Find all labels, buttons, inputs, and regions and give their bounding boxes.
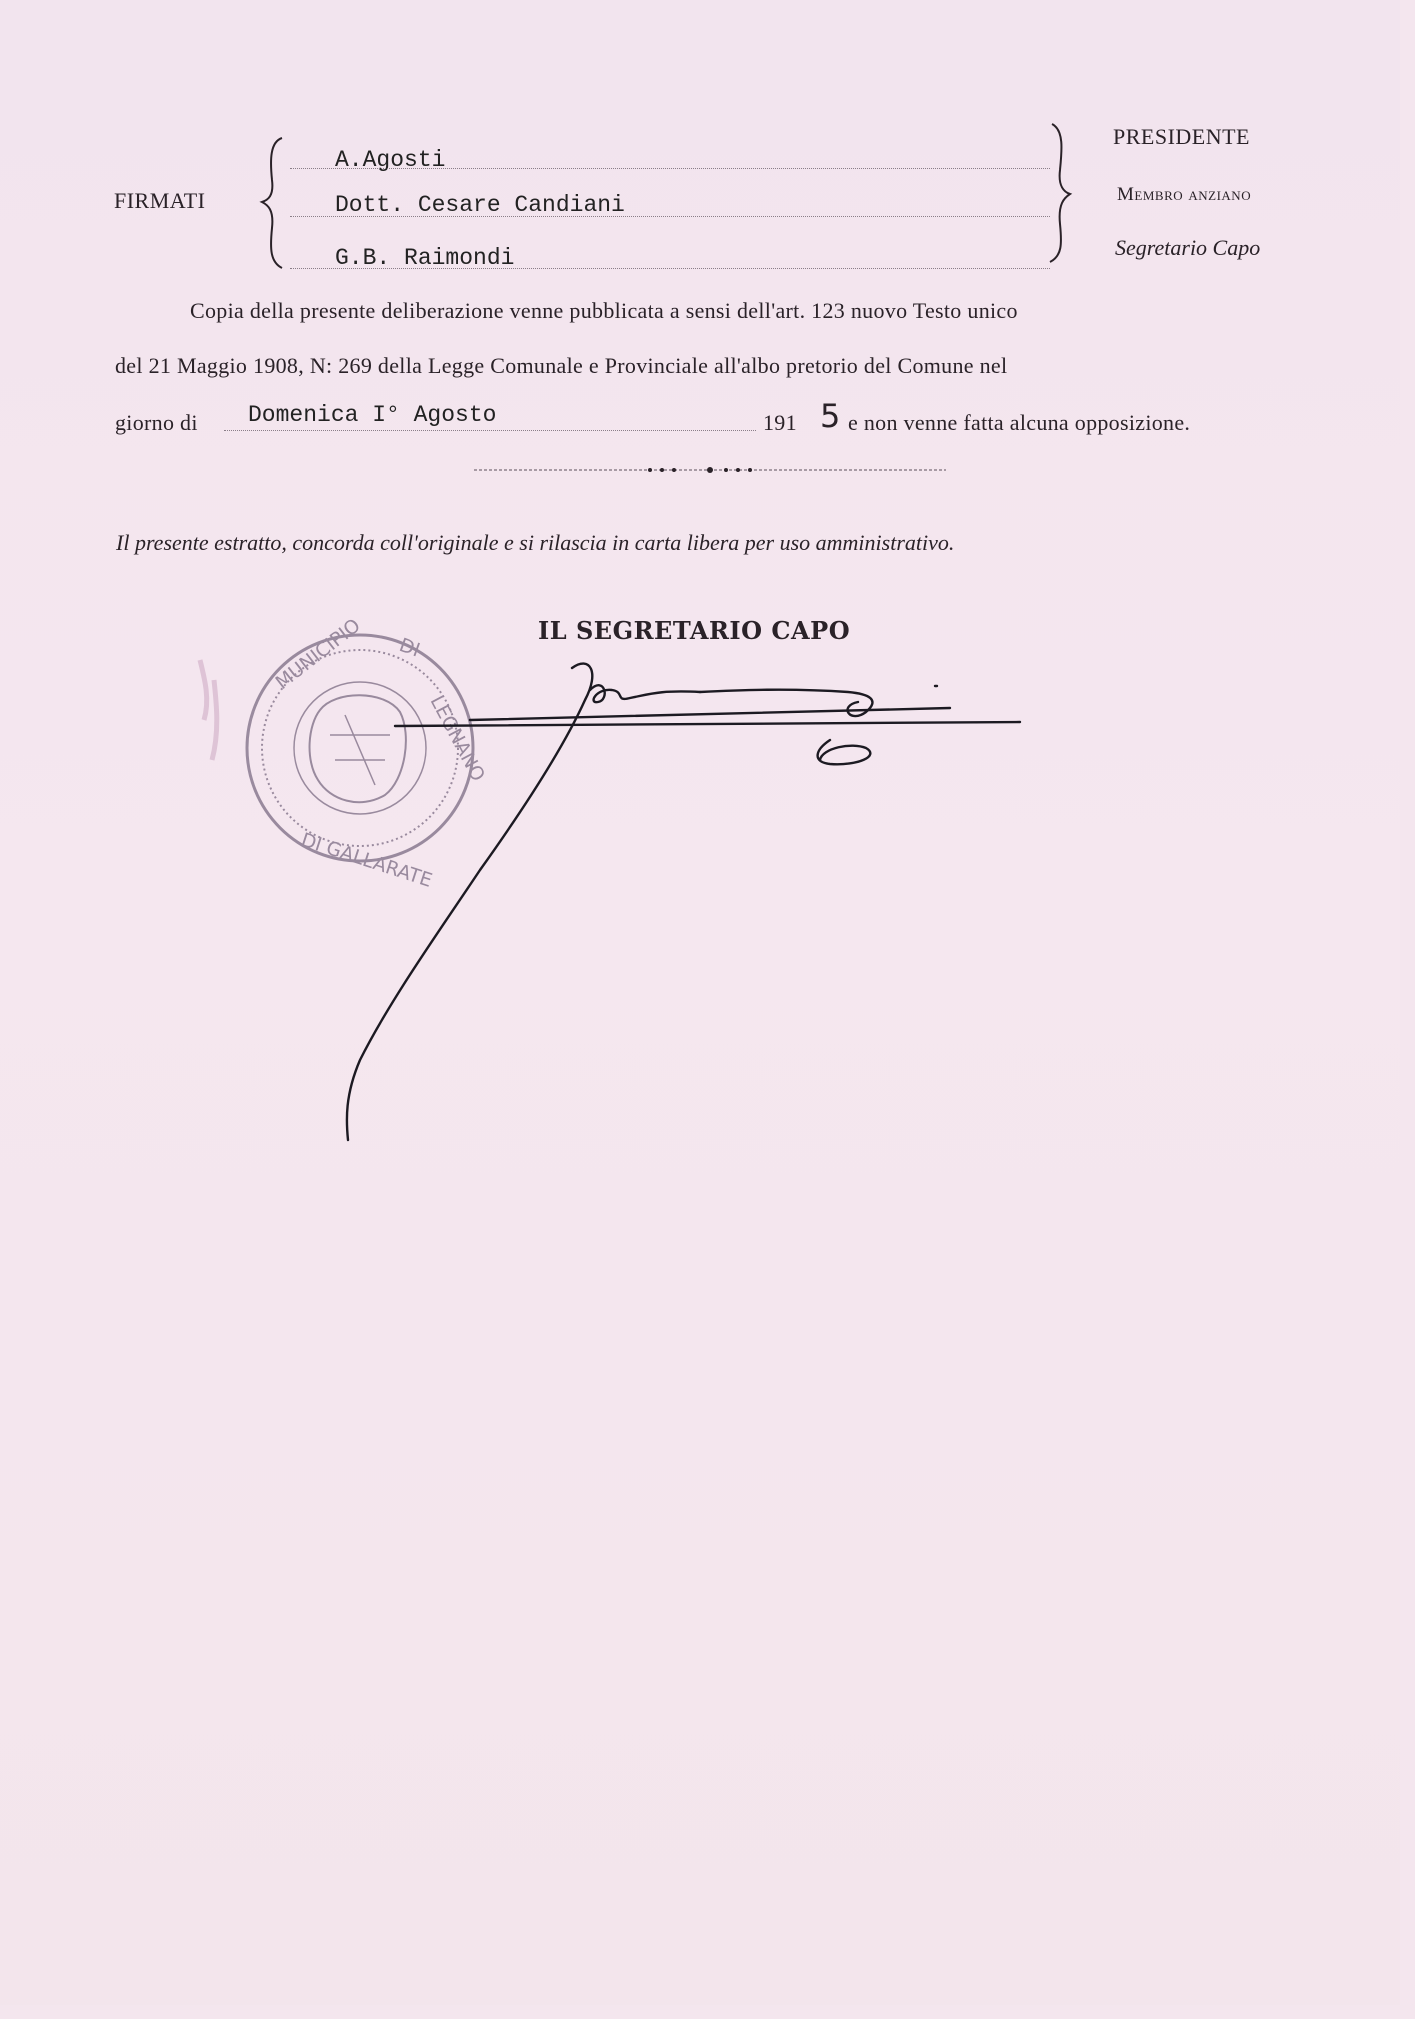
svg-text:DI: DI <box>396 634 423 662</box>
publication-line-1: Copia della presente deliberazione venne pubblicata a sensi dell'art. 123 nuovo Testo unico <box>190 298 1018 323</box>
role-chief-secretary: Segretario Capo <box>1115 235 1261 260</box>
signatory-name-3: G.B. Raimondi <box>335 245 515 271</box>
publication-day-label: giorno di <box>115 410 198 435</box>
right-brace-icon <box>1050 124 1070 262</box>
svg-text:LEGNANO: LEGNANO <box>425 692 490 786</box>
publication-date: Domenica I° Agosto <box>248 402 497 428</box>
role-president: PRESIDENTE <box>1113 124 1250 149</box>
publication-line-3-end: e non venne fatta alcuna opposizione. <box>848 410 1191 435</box>
publication-year-prefix: 191 <box>763 410 797 435</box>
certification-note: Il presente estratto, concorda coll'originale e si rilascia in carta libera per uso amministrativo. <box>116 530 955 555</box>
signatory-name-1: A.Agosti <box>335 147 446 173</box>
role-senior-member: Membro anziano <box>1117 184 1252 205</box>
secretary-title: IL SEGRETARIO CAPO <box>538 616 851 645</box>
svg-text:DI GALLARATE: DI GALLARATE <box>298 828 435 892</box>
left-brace-icon <box>262 138 282 268</box>
municipal-stamp-icon <box>247 614 489 891</box>
ink-smudge-icon <box>200 660 217 760</box>
publication-line-2: del 21 Maggio 1908, N: 269 della Legge Comunale e Provinciale all'albo pretorio del Comune nel <box>115 353 1008 378</box>
signed-label: FIRMATI <box>114 188 206 213</box>
svg-text:MUNICIPIO: MUNICIPIO <box>271 614 365 694</box>
publication-year-digit: 5 <box>820 397 841 435</box>
signatory-name-2: Dott. Cesare Candiani <box>335 192 625 218</box>
